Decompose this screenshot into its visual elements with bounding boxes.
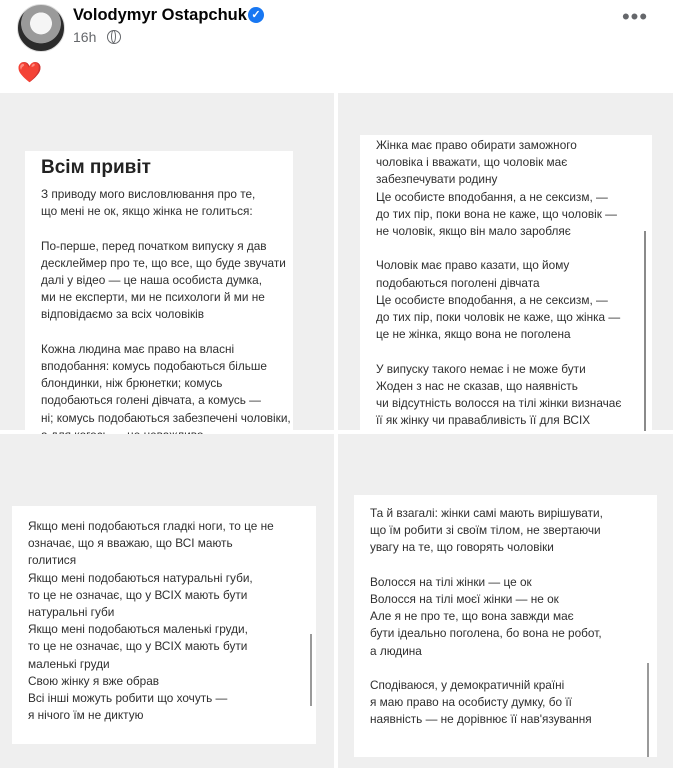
note-text-4: Та й взагалі: жінки самі мають вирішувати, що їм робити зі своїм тілом, не звертаючи увагу на те, що говорять чоловіки Волосся на тілі жінки — це ок Волосся на тілі моєї жінки — не ок Але я не про те, що вона завжди має бути ідеально поголена, бо вона не робот, а людина Сподіваюся, у демократичній країні я маю право на особисту думку, бо її наявність — не дорівнює її нав'язування: [370, 506, 603, 727]
note-scrollbar: [647, 663, 649, 757]
globe-icon[interactable]: [107, 30, 121, 44]
more-options-button[interactable]: •••: [621, 4, 649, 29]
post-caption-heart: ❤️: [17, 62, 42, 84]
photo-tile-2[interactable]: [338, 93, 673, 430]
author-avatar[interactable]: [17, 4, 65, 52]
note-title: Всім привіт: [41, 157, 151, 178]
note-text-3: Якщо мені подобаються гладкі ноги, то це не означає, що я вважаю, що ВСІ мають голитися Якщо мені подобаються натуральні губи, то це не означає, що у ВСІХ мають бути натуральні губи Якщо мені подобаються маленькі груди, то це не означає, що у ВСІХ мають бути маленькі груди Свою жінку я вже обрав Всі інші можуть робити що хочуть — я нічого їм не диктую: [28, 519, 274, 723]
note-text-1: З приводу мого висловлювання про те, що мені не ок, якщо жінка не голиться: По-перше, перед початком випуску я дав десклеймер про те, що все, що буде звучати далі у відео — це наша особиста думка, ми не експерти, ми не психологи й ми не відповідаємо за всіх чоловіків Кожна людина має право на власні вподобання: комусь подобаються більше блондинки, ніж брюнетки; комусь подобаються голені дівчата, а комусь — ні; комусь подобаються забезпечені чоловіки,: [41, 187, 291, 425]
photo-grid: [0, 93, 673, 768]
note-card-3: [12, 506, 316, 744]
note-text-2: Жінка має право обирати заможного чоловіка і вважати, що чоловік має забезпечувати родину Це особисте вподобання, а не сексизм, — до тих пір, поки вона не каже, що чоловік — не чоловік, якщо він мало заробляє Чоловік має право казати, що йому подобаються поголені дівчата Це особисте вподобання, а не сексизм, — до тих пір, поки чоловік не каже, що жінка — це не жінка, якщо вона не поголена У випуску такого немає і не може бути Жоден з нас не сказав, що наявність чи відсутність волосся на тілі жінки визначає її як жінку чи правабливість її для ВСІХ: [376, 138, 622, 428]
note-card-1: [25, 151, 293, 430]
photo-tile-1[interactable]: [0, 93, 334, 430]
note-card-4: [354, 495, 657, 757]
verified-badge-icon: ✓: [248, 7, 264, 23]
author-name[interactable]: Volodymyr Ostapchuk: [73, 6, 247, 24]
photo-tile-3[interactable]: [0, 434, 334, 768]
photo-tile-4[interactable]: [338, 434, 673, 768]
post-header: [0, 0, 673, 90]
note-scrollbar: [310, 634, 312, 706]
note-card-2: [360, 135, 652, 430]
post-time[interactable]: 16h: [73, 29, 97, 45]
note-scrollbar: [644, 231, 646, 431]
